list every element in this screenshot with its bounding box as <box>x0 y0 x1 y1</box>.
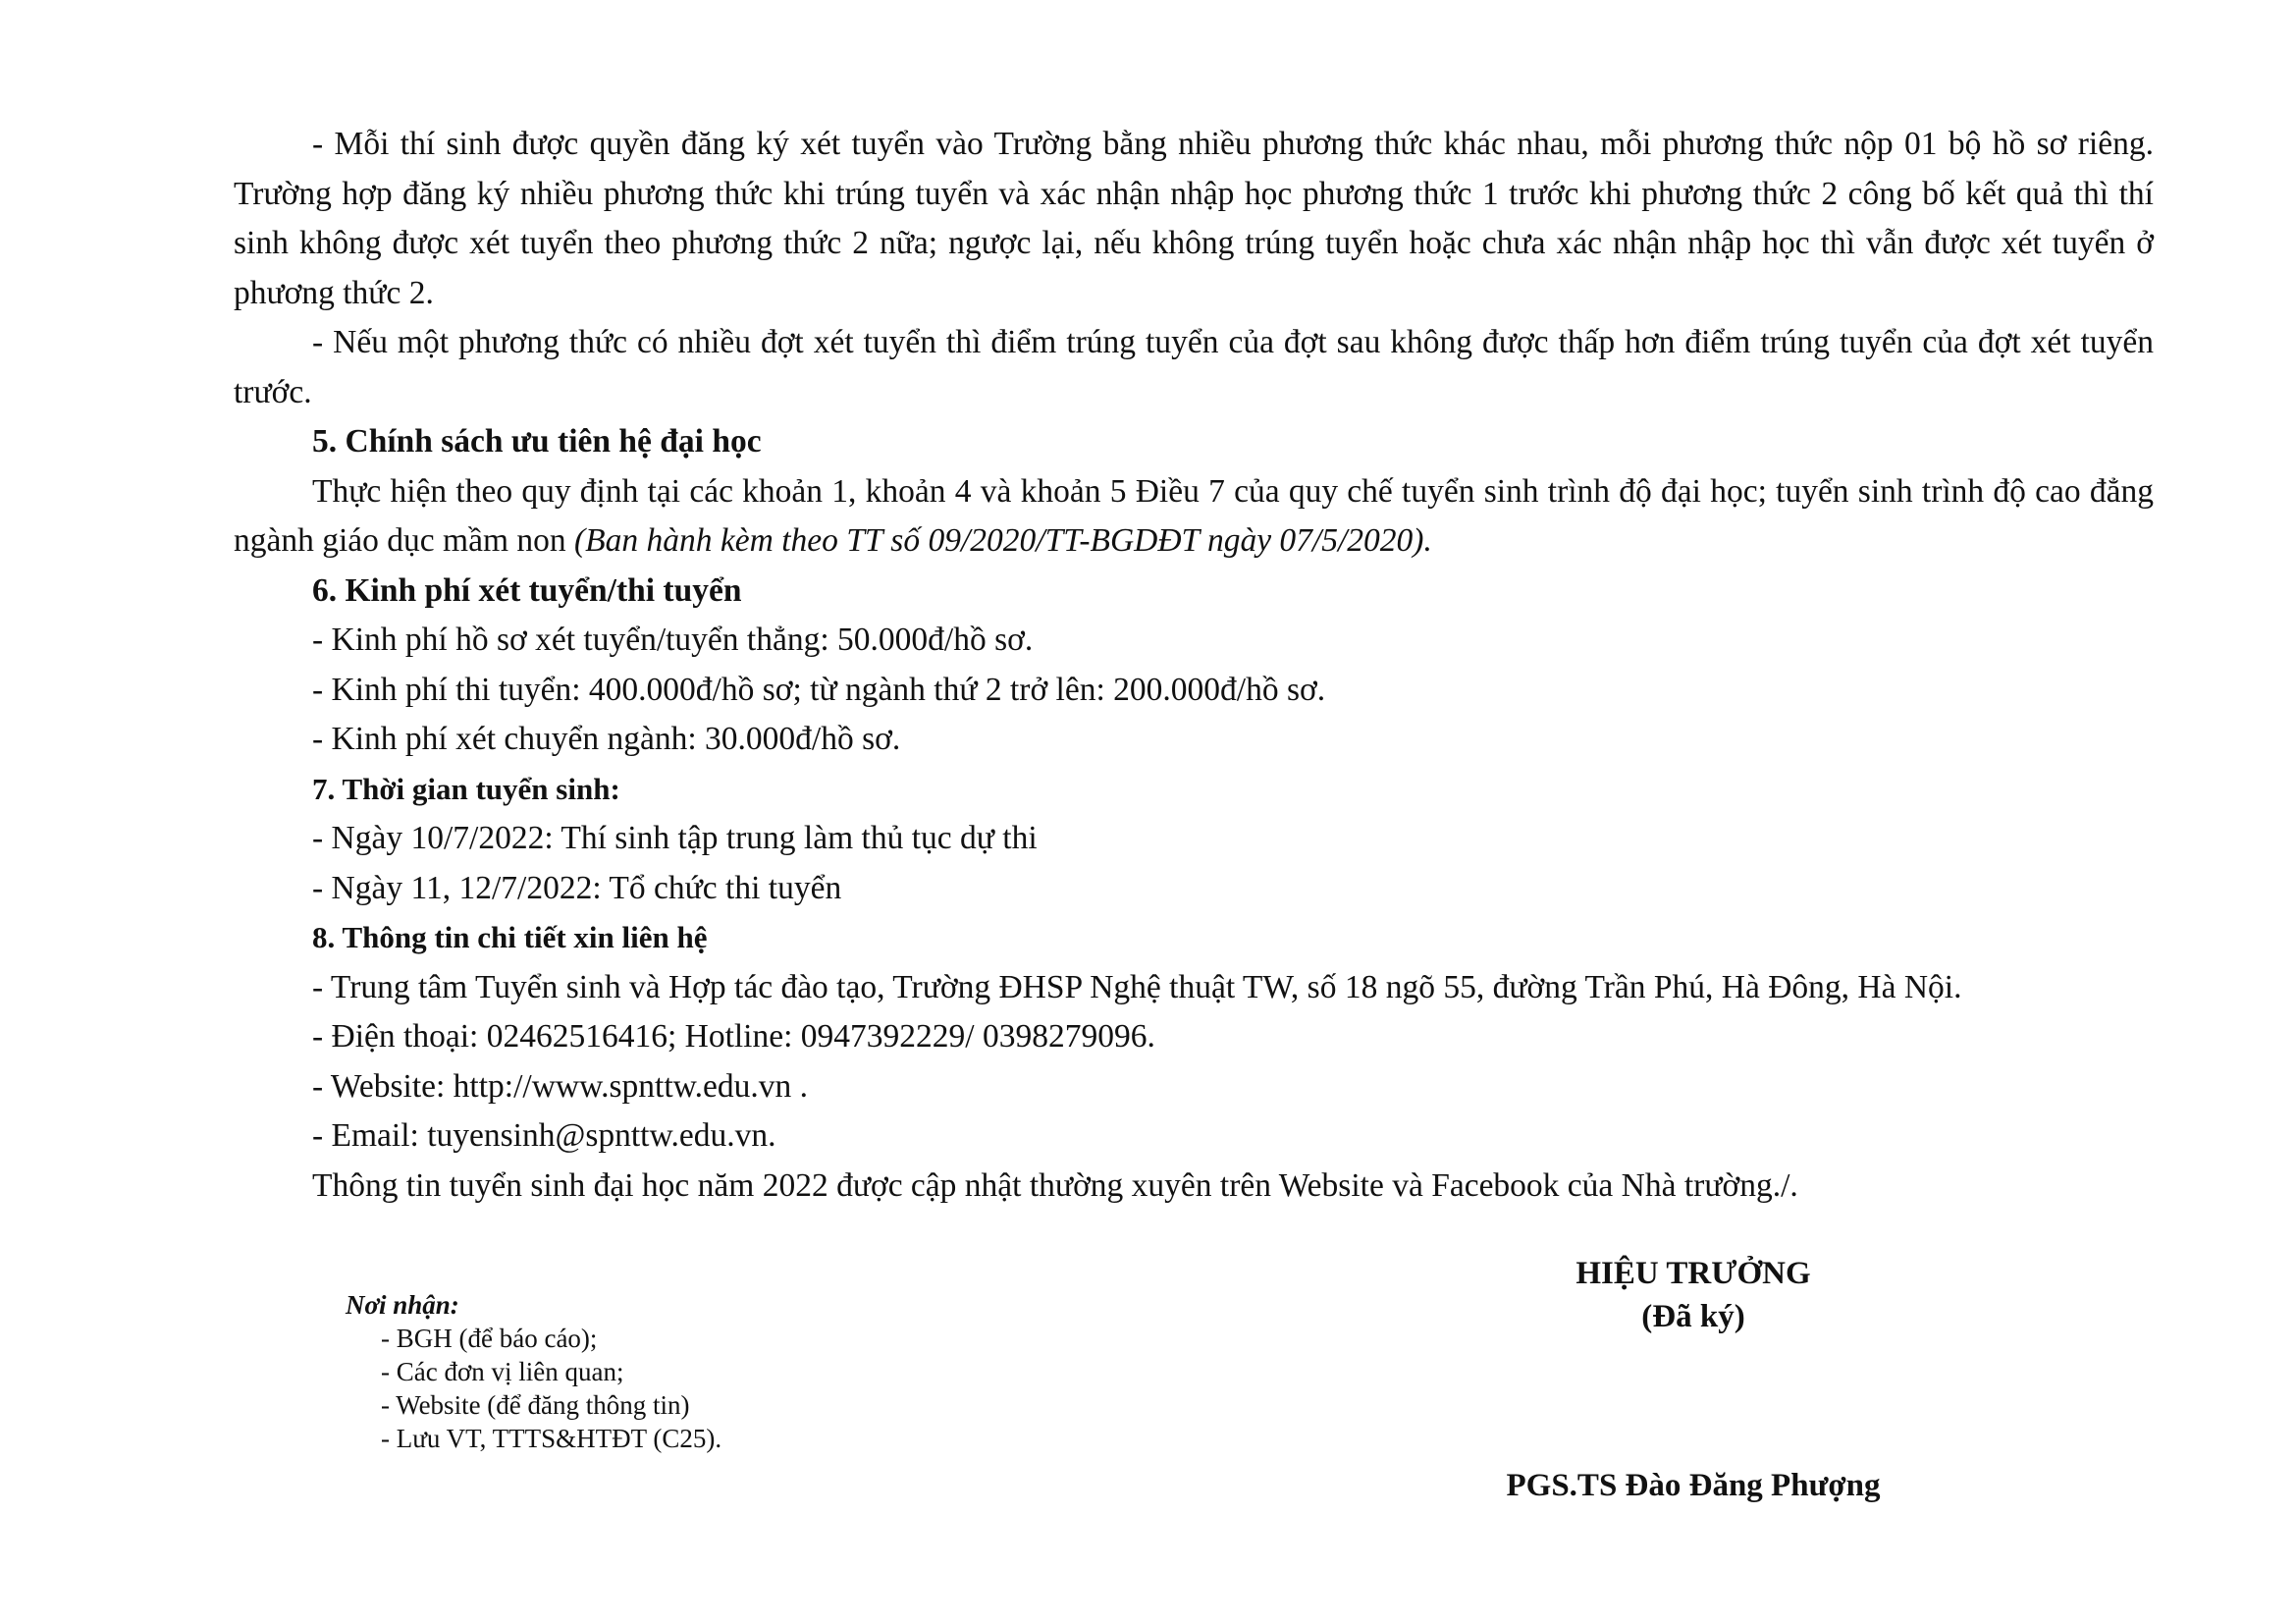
section-8-heading: 8. Thông tin chi tiết xin liên hệ <box>312 920 708 954</box>
recipients-block <box>346 1288 1033 1455</box>
recipient-item: - Lưu VT, TTTS&HTĐT (C25). <box>381 1424 722 1453</box>
recipients-list <box>346 1322 1033 1455</box>
recipient-item: - Website (để đăng thông tin) <box>381 1390 690 1420</box>
section-8-line: Thông tin tuyển sinh đại học năm 2022 được cập nhật thường xuyên trên Website và Facebook của Nhà trường./. <box>312 1166 1798 1204</box>
section-7-line: - Ngày 11, 12/7/2022: Tổ chức thi tuyển <box>312 869 842 906</box>
signature-block <box>1453 1252 1934 1507</box>
section-8-line: - Trung tâm Tuyển sinh và Hợp tác đào tạo, Trường ĐHSP Nghệ thuật TW, số 18 ngõ 55, đường Trần Phú, Hà Đông, Hà Nội. <box>312 968 1962 1005</box>
signature-signer: PGS.TS Đào Đăng Phượng <box>1506 1468 1881 1503</box>
document-body <box>234 120 2154 1211</box>
section-7-heading: 7. Thời gian tuyển sinh: <box>312 771 620 806</box>
signature-status: (Đã ký) <box>1641 1299 1745 1334</box>
section-7-line: - Ngày 10/7/2022: Thí sinh tập trung làm thủ tục dự thi <box>312 820 1038 856</box>
paragraph-multiple-rounds: - Nếu một phương thức có nhiều đợt xét tuyển thì điểm trúng tuyển của đợt sau không được thấp hơn điểm trúng tuyển của đợt xét tuyển trước. <box>234 324 2154 410</box>
section-8-line: - Website: http://www.spnttw.edu.vn . <box>312 1067 809 1105</box>
section-5-text-italic: (Ban hành kèm theo TT số 09/2020/TT-BGDĐT ngày 07/5/2020). <box>574 522 1432 559</box>
section-8-line: - Email: tuyensinh@spnttw.edu.vn. <box>312 1117 776 1154</box>
paragraph-multiple-methods: - Mỗi thí sinh được quyền đăng ký xét tuyển vào Trường bằng nhiều phương thức khác nhau, mỗi phương thức nộp 01 bộ hồ sơ riêng. Trường hợp đăng ký nhiều phương thức khi trúng tuyển và xác nhận nhập học phương thức 1 trước khi phương thức 2 công bố kết quả thì thí sinh không được xét tuyển theo phương thức 2 nữa; ngược lại, nếu không trúng tuyển hoặc chưa xác nhận nhập học thì vẫn được xét tuyển ở phương thức 2. <box>234 126 2154 311</box>
section-5-heading: 5. Chính sách ưu tiên hệ đại học <box>312 423 762 460</box>
recipient-item: - BGH (để báo cáo); <box>381 1324 598 1353</box>
section-5-text-regular: Thực hiện theo quy định tại các khoản 1, khoản 4 và khoản 5 Điều 7 của quy chế tuyển sinh trình độ đại học; tuyển sinh trình độ cao đẳng ngành giáo dục mầm non <box>234 472 2154 559</box>
recipients-title: Nơi nhận: <box>346 1290 459 1320</box>
section-6-line: - Kinh phí thi tuyển: 400.000đ/hồ sơ; từ ngành thứ 2 trở lên: 200.000đ/hồ sơ. <box>312 671 1326 708</box>
signature-position: HIỆU TRƯỞNG <box>1575 1256 1811 1291</box>
section-6-line: - Kinh phí xét chuyển ngành: 30.000đ/hồ sơ. <box>312 721 901 757</box>
section-6-heading: 6. Kinh phí xét tuyển/thi tuyển <box>312 571 742 609</box>
section-5-text <box>234 467 2154 567</box>
section-6-line: - Kinh phí hồ sơ xét tuyển/tuyển thẳng: 50.000đ/hồ sơ. <box>312 622 1034 658</box>
section-8-line: - Điện thoại: 02462516416; Hotline: 0947392229/ 0398279096. <box>312 1018 1155 1055</box>
recipient-item: - Các đơn vị liên quan; <box>381 1357 624 1386</box>
